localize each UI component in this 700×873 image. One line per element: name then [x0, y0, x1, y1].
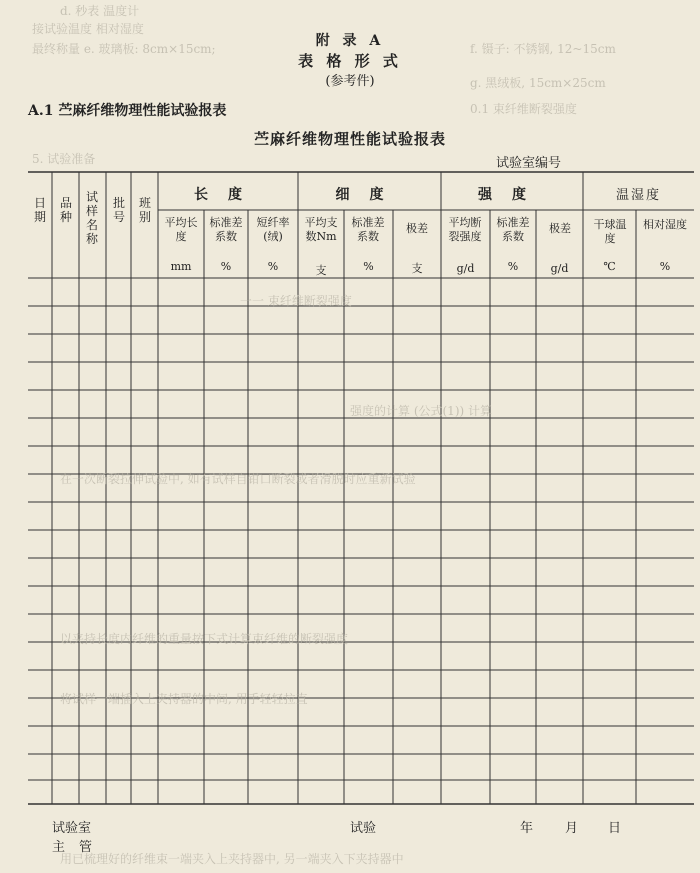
col-strength-range: 极差 — [549, 222, 571, 235]
group-strength: 强度 — [478, 187, 546, 203]
col-dry-bulb-temp: 干球温度 — [593, 218, 627, 245]
unit-avg-length: mm — [170, 260, 192, 273]
header-variety: 品 种 — [59, 196, 72, 224]
appendix-title: 附 录 A — [315, 33, 385, 49]
group-temp-humidity: 温湿度 — [615, 188, 661, 203]
unit-avg-count: 支 — [315, 264, 327, 277]
col-short-fiber-rate: 短纤率(绒) — [256, 216, 290, 243]
col-strength-cv: 标准差系数 — [496, 216, 530, 243]
col-fineness-range: 极差 — [406, 222, 428, 235]
bleed-through-text: g. 黑绒板, 15cm×25cm — [470, 76, 606, 90]
footer-year-label: 年 — [520, 821, 534, 836]
header-date: 日 期 — [33, 196, 46, 224]
appendix-subtitle: 表 格 形 式 — [298, 52, 402, 70]
unit-fineness-range: 支 — [411, 262, 423, 275]
col-relative-humidity: 相对湿度 — [643, 218, 687, 231]
footer-lab-label: 试验室 — [52, 821, 92, 836]
header-batch-number: 批 号 — [112, 196, 125, 224]
bleed-through-text: 以夹持长度内纤维的重量按下式计算束纤维的断裂强度 — [60, 632, 349, 646]
unit-strength-cv: % — [507, 260, 519, 273]
unit-avg-breaking-strength: g/d — [456, 262, 475, 275]
section-heading: A.1 苎麻纤维物理性能试验报表 — [28, 103, 227, 119]
unit-length-cv: % — [220, 260, 232, 273]
group-fineness: 细度 — [335, 187, 404, 203]
col-avg-count: 平均支数Nm — [304, 216, 338, 243]
bleed-through-text: 5. 试验准备 — [32, 152, 96, 166]
col-length-cv: 标准差系数 — [209, 216, 243, 243]
group-length: 长度 — [194, 187, 262, 203]
header-sample-name: 试样名称 — [85, 190, 98, 246]
bleed-through-text: 将试样一端插入上夹持器的中间, 用手轻轻拉直 — [60, 692, 308, 706]
footer-month-label: 月 — [565, 821, 579, 836]
bleed-through-text: f. 镊子: 不锈钢, 12~15cm — [470, 42, 616, 56]
unit-fineness-cv: % — [363, 260, 374, 273]
unit-dry-bulb-temp: ℃ — [603, 260, 616, 273]
footer-day-label: 日 — [608, 821, 622, 836]
bleed-through-text: 强度的计算 (公式(1)) 计算 — [350, 404, 492, 418]
bleed-through-text: 接试验温度 相对湿度 — [32, 22, 144, 36]
unit-relative-humidity: % — [659, 260, 671, 273]
col-avg-breaking-strength: 平均断裂强度 — [448, 216, 482, 243]
unit-strength-range: g/d — [550, 262, 569, 275]
col-fineness-cv: 标准差系数 — [351, 216, 385, 243]
bleed-through-text: 一一 束纤维断裂强度 — [240, 294, 352, 308]
footer-tester-label: 试验 — [350, 821, 377, 836]
footer-head-label: 主管 — [52, 840, 107, 855]
unit-short-fiber-rate: % — [267, 260, 279, 273]
lab-number-label: 试验室编号 — [496, 156, 562, 171]
bleed-through-text: 用已梳理好的纤维束一端夹入上夹持器中, 另一端夹入下夹持器中 — [60, 852, 404, 866]
bleed-through-text: 0.1 束纤维断裂强度 — [470, 102, 577, 116]
table-title: 苎麻纤维物理性能试验报表 — [253, 130, 446, 148]
bleed-through-text: d. 秒表 温度计 — [60, 4, 140, 18]
header-shift: 班 别 — [138, 196, 151, 224]
bleed-through-text: 在一次断裂拉伸试验中, 如有试样自钳口断裂或者滑脱时应重新试验 — [60, 472, 416, 486]
col-avg-length: 平均长度 — [164, 216, 198, 243]
bleed-through-text: 最终称量 e. 玻璃板: 8cm×15cm; — [32, 42, 216, 56]
appendix-note: (参考件) — [325, 74, 375, 89]
